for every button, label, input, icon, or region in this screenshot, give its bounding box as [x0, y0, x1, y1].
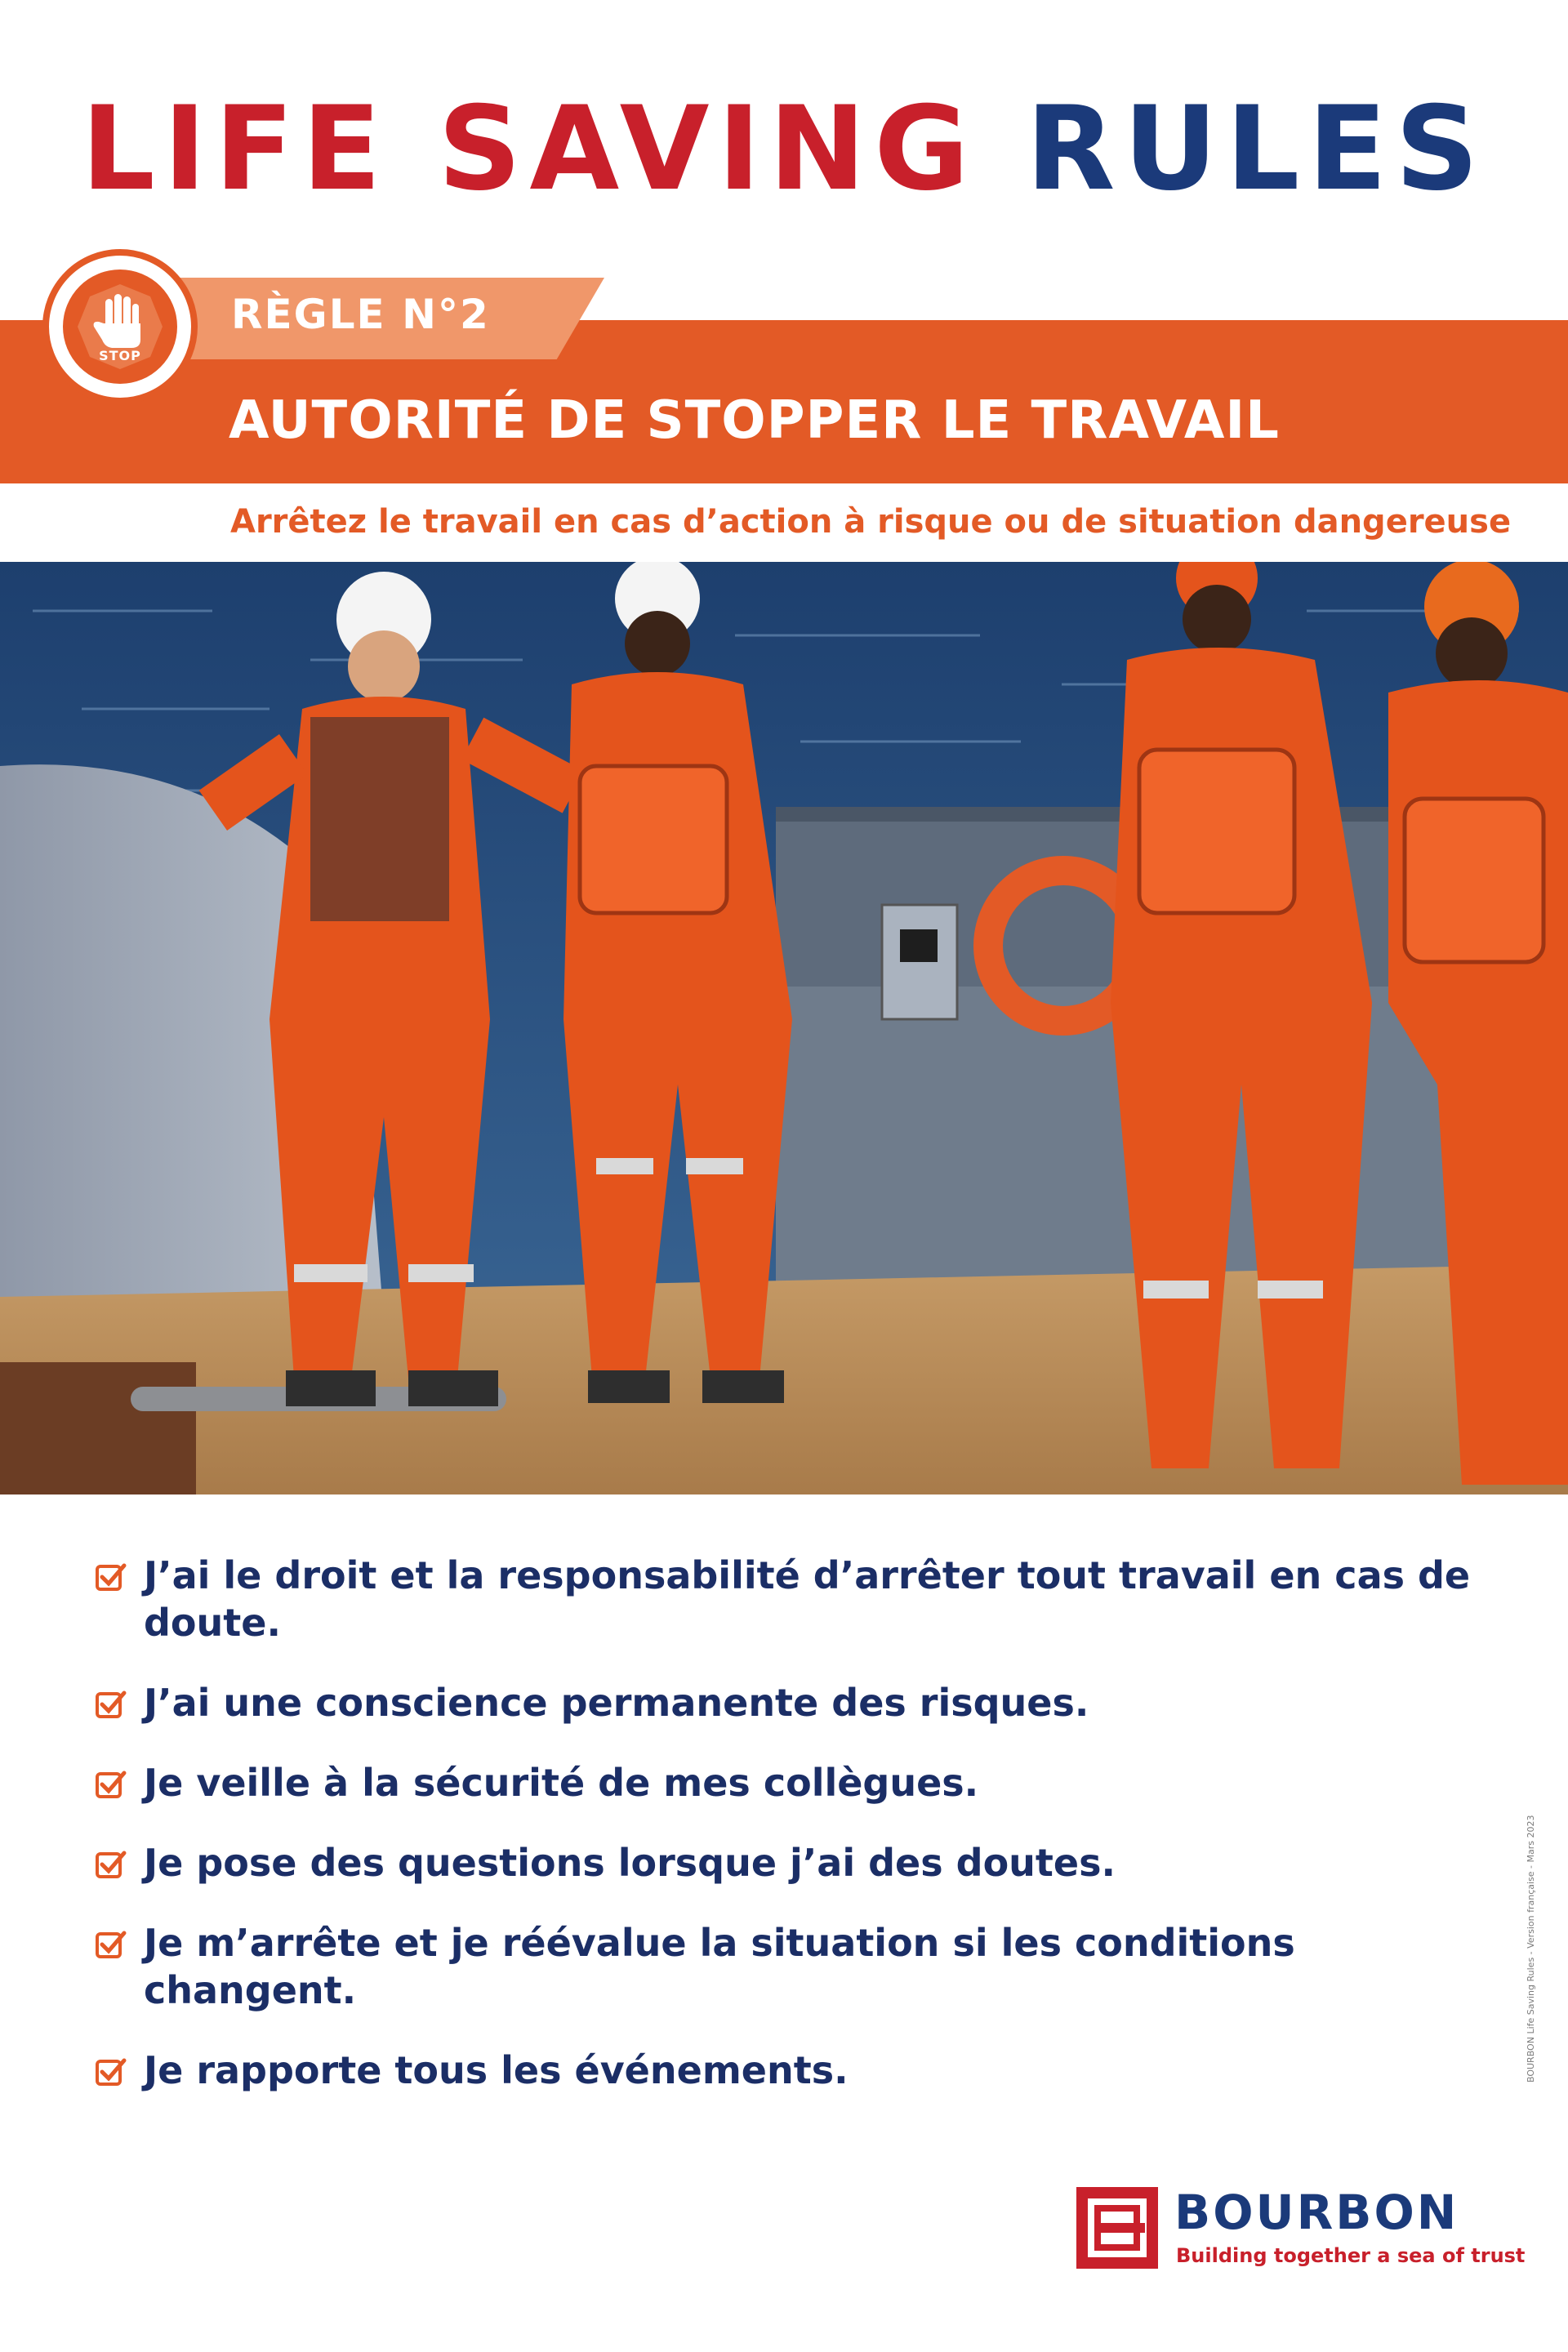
- crew-photo: [0, 562, 1568, 1494]
- checkbox-checked-icon: [95, 1849, 127, 1882]
- checklist-item-text: Je m’arrête et je réévalue la situation si les conditions changent.: [144, 1921, 1295, 2012]
- checkbox-checked-icon: [95, 1769, 127, 1802]
- checklist-item-text: J’ai le droit et la responsabilité d’arrêter tout travail en cas de: [144, 1553, 1471, 1597]
- checklist-item: [91, 1679, 1480, 1726]
- checklist-item: [91, 1759, 1480, 1806]
- checklist-item: [91, 2047, 1480, 2094]
- brand-name: BOURBON: [1174, 2185, 1459, 2240]
- checklist-item: [91, 1552, 1480, 1646]
- checklist-item-text: Je pose des questions lorsque j’ai des doutes.: [144, 1841, 1116, 1885]
- checklist-item-text-continued: doute.: [144, 1601, 281, 1645]
- bourbon-logo-icon: [1076, 2187, 1158, 2269]
- checkbox-checked-icon: [95, 1561, 127, 1594]
- version-side-note: BOURBON Life Saving Rules - Version française - Mars 2023: [1526, 1815, 1536, 2082]
- checkbox-checked-icon: [95, 1929, 127, 1962]
- title-part-2: RULES: [1026, 82, 1487, 216]
- commitments-checklist: [91, 1552, 1480, 2094]
- rule-subtitle: Arrêtez le travail en cas d’action à risque ou de situation dangereuse: [230, 503, 1512, 541]
- crew-photo-illustration: [0, 562, 1568, 1494]
- title-part-1: LIFE SAVING: [81, 82, 978, 216]
- checkbox-checked-icon: [95, 2056, 127, 2089]
- stop-hand-icon: [63, 270, 177, 384]
- checklist-item-text: Je rapporte tous les événements.: [144, 2048, 849, 2092]
- checklist-item-text: J’ai une conscience permanente des risques.: [144, 1681, 1089, 1725]
- checklist-item-text: Je veille à la sécurité de mes collègues.: [144, 1761, 979, 1805]
- rule-title: AUTORITÉ DE STOPPER LE TRAVAIL: [229, 390, 1280, 451]
- brand-tagline: Building together a sea of trust: [1176, 2244, 1526, 2267]
- poster-title: [0, 82, 1568, 216]
- stop-hand-badge: [42, 249, 198, 404]
- stop-badge-inner: [63, 270, 177, 384]
- rule-number-label: RÈGLE N°2: [231, 291, 490, 338]
- checkbox-checked-icon: [95, 1689, 127, 1722]
- checklist-item: [91, 1919, 1480, 2014]
- stop-badge-text: STOP: [99, 348, 141, 363]
- checklist-item: [91, 1839, 1480, 1886]
